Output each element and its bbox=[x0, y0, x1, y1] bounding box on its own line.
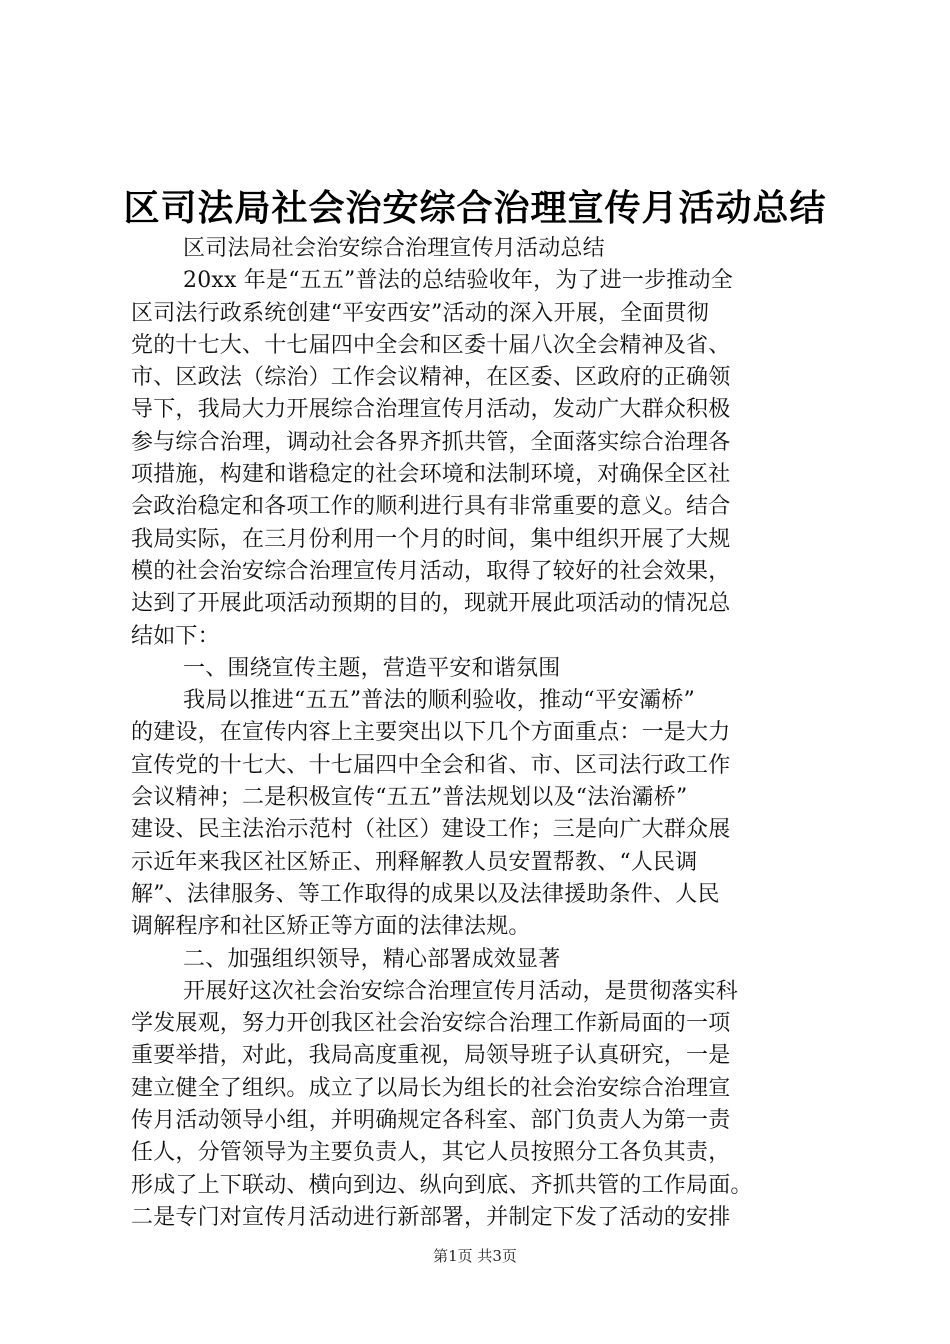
page-indicator: 第1页 共3页 bbox=[433, 1247, 517, 1265]
body-line: 示近年来我区社区矫正、刑释解教人员安置帮教、“人民调 bbox=[131, 849, 698, 875]
body-line: 建设、民主法治示范村（社区）建设工作；三是向广大群众展 bbox=[131, 817, 731, 843]
body-line: 形成了上下联动、横向到边、纵向到底、齐抓共管的工作局面。 bbox=[131, 1172, 753, 1198]
body-line: 开展好这次社会治安综合治理宣传月活动，是贯彻落实科 bbox=[183, 978, 739, 1004]
document-body bbox=[131, 233, 841, 1234]
body-line: 建立健全了组织。成立了以局长为组长的社会治安综合治理宣 bbox=[131, 1075, 731, 1101]
body-line: 会议精神；二是积极宣传“五五”普法规划以及“法治灞桥” bbox=[131, 785, 688, 811]
body-line: 调解程序和社区矫正等方面的法律法规。 bbox=[131, 914, 531, 940]
body-line: 二、加强组织领导，精心部署成效显著 bbox=[183, 946, 561, 972]
body-line: 会政治稳定和各项工作的顺利进行具有非常重要的意义。结合 bbox=[131, 494, 731, 520]
body-line: 模的社会治安综合治理宣传月活动，取得了较好的社会效果， bbox=[131, 558, 731, 584]
document-title: 区司法局社会治安综合治理宣传月活动总结 bbox=[123, 187, 827, 229]
body-line: 项措施，构建和谐稳定的社会环境和法制环境，对确保全区社 bbox=[131, 462, 731, 488]
body-line: 重要举措，对此，我局高度重视，局领导班子认真研究，一是 bbox=[131, 1043, 731, 1069]
body-line: 参与综合治理，调动社会各界齐抓共管，全面落实综合治理各 bbox=[131, 429, 731, 455]
body-line: 学发展观，努力开创我区社会治安综合治理工作新局面的一项 bbox=[131, 1011, 731, 1037]
body-line: 我局实际，在三月份利用一个月的时间，集中组织开展了大规 bbox=[131, 526, 731, 552]
body-line: 市、区政法（综治）工作会议精神，在区委、区政府的正确领 bbox=[131, 365, 731, 391]
body-line: 解”、法律服务、等工作取得的成果以及法律援助条件、人民 bbox=[131, 881, 720, 907]
body-line: 任人，分管领导为主要负责人，其它人员按照分工各负其责， bbox=[131, 1140, 731, 1166]
body-line: 我局以推进“五五”普法的顺利验收，推动“平安灞桥” bbox=[183, 688, 695, 714]
body-line: 区司法行政系统创建“平安西安”活动的深入开展，全面贯彻 bbox=[131, 300, 709, 326]
body-line: 一、围绕宣传主题，营造平安和谐氛围 bbox=[183, 655, 561, 681]
body-line: 导下，我局大力开展综合治理宣传月活动，发动广大群众积极 bbox=[131, 397, 731, 423]
body-line: 传月活动领导小组，并明确规定各科室、部门负责人为第一责 bbox=[131, 1108, 731, 1134]
body-line: 党的十七大、十七届四中全会和区委十届八次全会精神及省、 bbox=[131, 332, 731, 358]
body-line: 结如下： bbox=[131, 623, 220, 649]
body-line: 的建设，在宣传内容上主要突出以下几个方面重点：一是大力 bbox=[131, 720, 731, 746]
body-line: 达到了开展此项活动预期的目的，现就开展此项活动的情况总 bbox=[131, 591, 731, 617]
body-line: 宣传党的十七大、十七届四中全会和省、市、区司法行政工作 bbox=[131, 752, 731, 778]
body-line: 区司法局社会治安综合治理宣传月活动总结 bbox=[183, 236, 605, 261]
body-line: 20xx 年是“五五”普法的总结验收年，为了进一步推动全 bbox=[183, 268, 733, 294]
body-line: 二是专门对宣传月活动进行新部署，并制定下发了活动的安排 bbox=[131, 1204, 731, 1230]
